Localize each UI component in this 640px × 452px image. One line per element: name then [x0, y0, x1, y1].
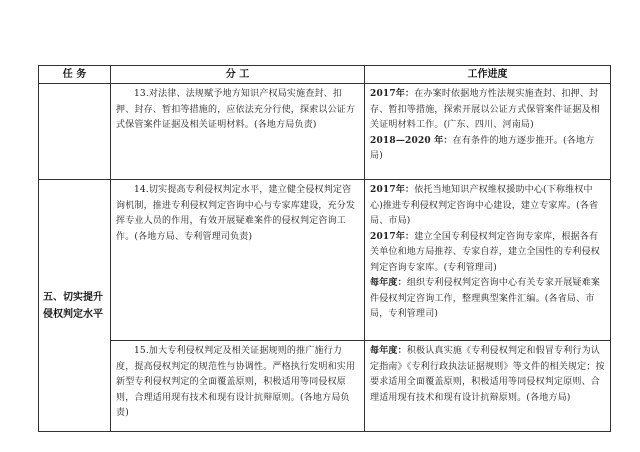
- table-row: [39, 341, 611, 432]
- progress-label: 2017年：: [370, 185, 415, 195]
- progress-entry: [370, 276, 605, 323]
- progress-text: 建立全国专利侵权判定咨询专家库，根据各有关单位和地方局推荐、专家自荐，建立全国性的专利侵权判定咨询专家库。(专利管理司): [370, 231, 601, 273]
- progress-text: 在办案时依据地方性法规实施查封、扣押、封存、暂扣等措施，探索开展以公证方式保管案件证据及相关证明材料工作。(广东、四川、河南局): [370, 89, 601, 130]
- task-cell: [39, 84, 111, 180]
- division-text: 15.加大专利侵权判定及相关证据规则的推广施行力度，提高侵权判定的规范性与协调性。严格执行发明和实用新型专利侵权判定的全面覆盖原则，积极适用等同侵权原则，合理适用现有技术和现有设计抗辩原则。(各地方局负责): [116, 346, 356, 418]
- progress-entry: [370, 230, 605, 277]
- policy-table-page: [38, 65, 610, 430]
- header-progress: 工作进度: [365, 66, 611, 84]
- division-cell: [111, 180, 365, 341]
- progress-text: 在有条件的地方逐步推开。(各地方局): [370, 135, 595, 161]
- table-header-row: [39, 66, 611, 84]
- table-row: [39, 180, 611, 341]
- progress-cell: [365, 84, 611, 180]
- progress-cell: [365, 341, 611, 432]
- table-row: [39, 84, 611, 180]
- progress-entry: [370, 134, 605, 165]
- progress-label: 每年度：: [370, 278, 407, 288]
- progress-label: 每年度：: [370, 346, 407, 356]
- division-cell: [111, 341, 365, 432]
- progress-entry: [370, 87, 605, 134]
- progress-label: 2017年：: [370, 231, 415, 242]
- progress-entry: [370, 344, 605, 406]
- progress-entry: [370, 183, 605, 230]
- division-text: 14.切实提高专利侵权判定水平，建立健全侵权判定咨询机制，推进专利侵权判定咨询中心与专家库建设，充分发挥专业人员的作用，有效开展疑难案件的侵权判定咨询工作。(各地方局、专利管理司负责): [116, 185, 356, 242]
- task-division-table: [38, 65, 611, 432]
- progress-label: 2017年：: [370, 89, 415, 99]
- task-cell: 五、切实提升侵权判定水平: [39, 180, 111, 432]
- progress-text: 依托当地知识产权维权援助中心(下称维权中心)推进专利侵权判定咨询中心建设，建立专家库。(各省局、市局): [370, 185, 599, 226]
- progress-cell: [365, 180, 611, 341]
- progress-text: 积极认真实施《专利侵权判定和假冒专利行为认定指南》《专利行政执法证据规则》等文件的相关规定；按要求适用全面覆盖原则，积极适用等同侵权判定原则、合理适用现有技术和现有设计抗辩原则。(各地方局): [370, 346, 605, 403]
- header-division: 分 工: [111, 66, 365, 84]
- header-task: 任 务: [39, 66, 111, 84]
- progress-text: 组织专利侵权判定咨询中心有关专家开展疑难案件侵权判定咨询工作，整理典型案件汇编。(各省局、市局，专利管理司): [370, 278, 601, 319]
- division-cell: [111, 84, 365, 180]
- division-text: 13.对法律、法规赋予地方知识产权局实施查封、扣押、封存、暂扣等措施的，应依法充分行使，探索以公证方式保管案件证据及相关证明材料。(各地方局负责): [116, 89, 356, 130]
- progress-label: 2018—2020 年：: [370, 135, 453, 146]
